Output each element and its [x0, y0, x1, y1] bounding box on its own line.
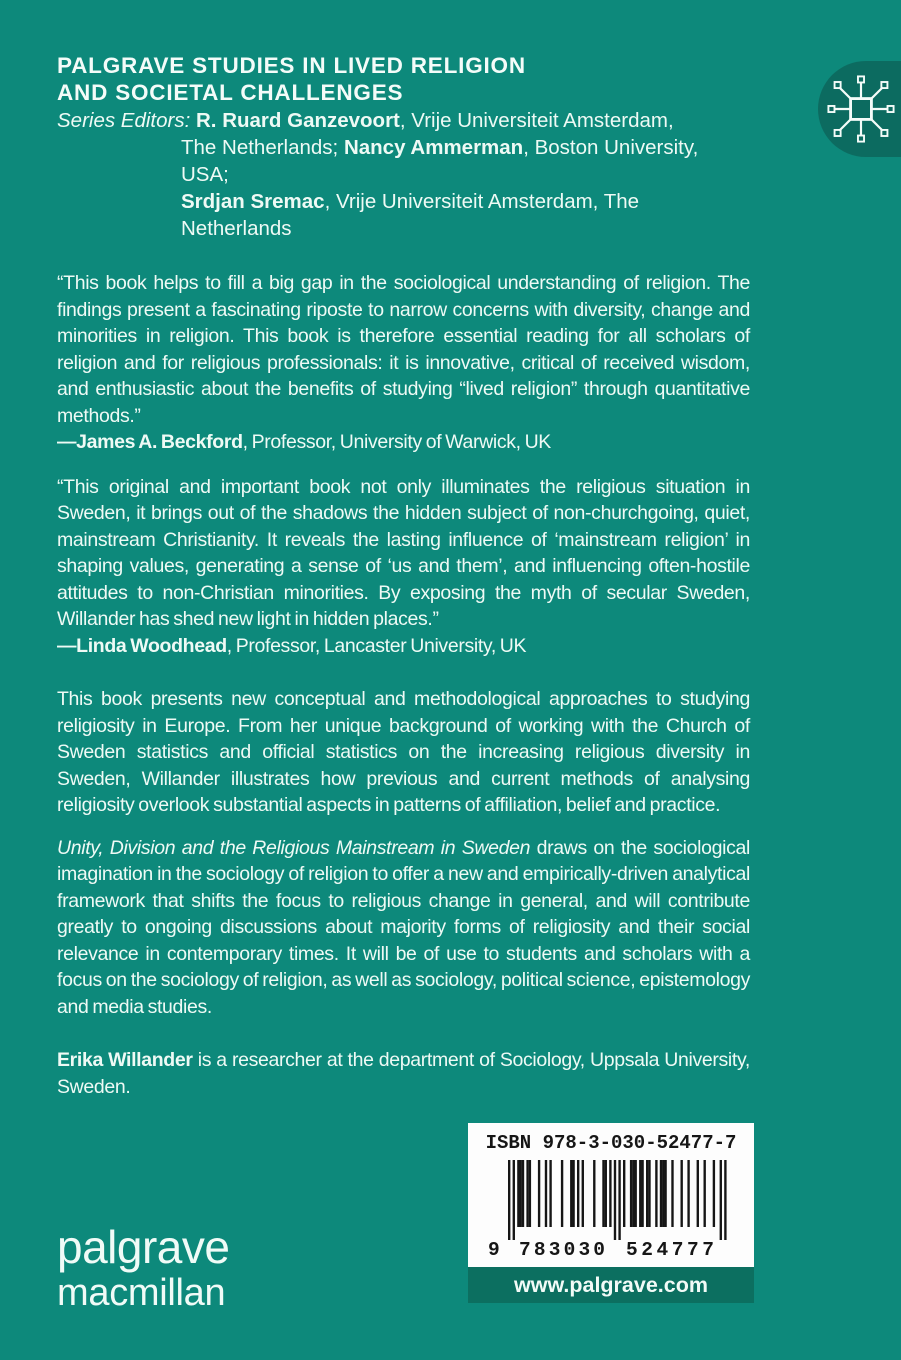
- barcode-digits-left: 783030: [519, 1239, 605, 1258]
- series-editor-line: [181, 188, 750, 242]
- series-editor-name: Nancy Ammerman: [343, 136, 524, 159]
- series-editors-label: Series Editors:: [57, 109, 196, 132]
- publisher-logo: [57, 1221, 230, 1314]
- series-editor-affiliation: , Vrije Universiteit Amsterdam,: [399, 109, 674, 132]
- series-editor-name: R. Ruard Ganzevoort: [196, 109, 400, 132]
- barcode-digits-right: 524777: [626, 1239, 714, 1258]
- network-nodes-icon: [825, 73, 897, 145]
- barcode-box: [468, 1123, 754, 1267]
- description-paragraph-1: This book presents new conceptual and methodological approaches to studying religiosity in Europe. From her unique background of working with the Church of Sweden statistics and official statistics on the increasing religious diversity in Sweden, Willander illustrates how previous and current methods of analysing religiosity overlook substantial aspects in patterns of affiliation, belief and practice.: [57, 688, 750, 816]
- quote-attribution-name: —Linda Woodhead: [57, 634, 227, 657]
- series-title: [57, 52, 750, 106]
- series-editor-affiliation: , Vrije Universiteit Amsterdam, The Netherlands: [181, 190, 640, 240]
- publisher-logo-palgrave: palgrave: [57, 1221, 230, 1273]
- endorsement-quote-2: [57, 474, 750, 660]
- barcode-panel: [468, 1123, 754, 1303]
- series-editor-name: Srdjan Sremac: [181, 190, 325, 213]
- back-cover-text-column: [57, 52, 750, 1100]
- quote-attribution-role: , Professor, University of Warwick, UK: [242, 431, 551, 453]
- endorsement-quote-1: [57, 270, 750, 456]
- publisher-website: www.palgrave.com: [468, 1267, 754, 1303]
- series-badge: [818, 61, 901, 157]
- description-paragraph-2: [57, 835, 750, 1021]
- author-name: Erika Willander: [57, 1049, 193, 1071]
- description-paragraph-2-text: draws on the sociological imagination in the sociology of religion to offer a new and empirically-driven analytical framework that shifts the focus to religious change in general, and will contribute greatly to ongoing discussions about majority forms of religiosity and their social relevance in contemporary times. It will be of use to students and scholars with a focus on the sociology of religion, as well as sociology, political science, epistemology and media studies.: [57, 836, 750, 1018]
- series-title-line2: AND SOCIETAL CHALLENGES: [57, 80, 404, 105]
- publisher-logo-macmillan: macmillan: [57, 1272, 226, 1314]
- quote-attribution-name: —James A. Beckford: [57, 431, 243, 453]
- barcode-digit-first: 9: [488, 1239, 500, 1258]
- quote-text: “This original and important book not only illuminates the religious situation in Sweden, it brings out of the shadows the hidden subject of non-churchgoing, quiet, mainstream Christianity. It reveals the lasting influence of ‘mainstream religion’ in shaping values, generating a sense of ‘us and them’, and influencing often-hostile attitudes to non-Christian minorities. By exposing the myth of secular Sweden, Willander has shed new light in hidden places.”: [57, 475, 750, 630]
- series-editor-line: [57, 107, 750, 134]
- series-title-line1: PALGRAVE STUDIES IN LIVED RELIGION: [57, 53, 526, 78]
- series-editor-affiliation: , Boston University, USA;: [181, 136, 699, 186]
- book-title: Unity, Division and the Religious Mainstream in Sweden: [57, 836, 531, 859]
- author-bio: [57, 1047, 750, 1100]
- quote-attribution: [57, 633, 750, 660]
- series-editor-prefix: The Netherlands;: [181, 136, 344, 159]
- series-editor-line: [181, 134, 750, 188]
- series-editors: [57, 107, 750, 242]
- quote-attribution-role: , Professor, Lancaster University, UK: [226, 634, 527, 657]
- author-bio-text: is a researcher at the department of Sociology, Uppsala University, Sweden.: [57, 1049, 750, 1098]
- quote-text: “This book helps to fill a big gap in the sociological understanding of religion. The findings present a fascinating riposte to narrow concerns with diversity, change and minorities in religion. This book is therefore essential reading for all scholars of religion and for religious professionals: it is innovative, critical of received wisdom, and enthusiastic about the benefits of studying “lived religion” through quantitative methods.”: [57, 272, 750, 427]
- isbn-label: ISBN 978-3-030-52477-7: [485, 1132, 737, 1154]
- ean13-barcode: [468, 1160, 753, 1258]
- quote-attribution: [57, 429, 750, 456]
